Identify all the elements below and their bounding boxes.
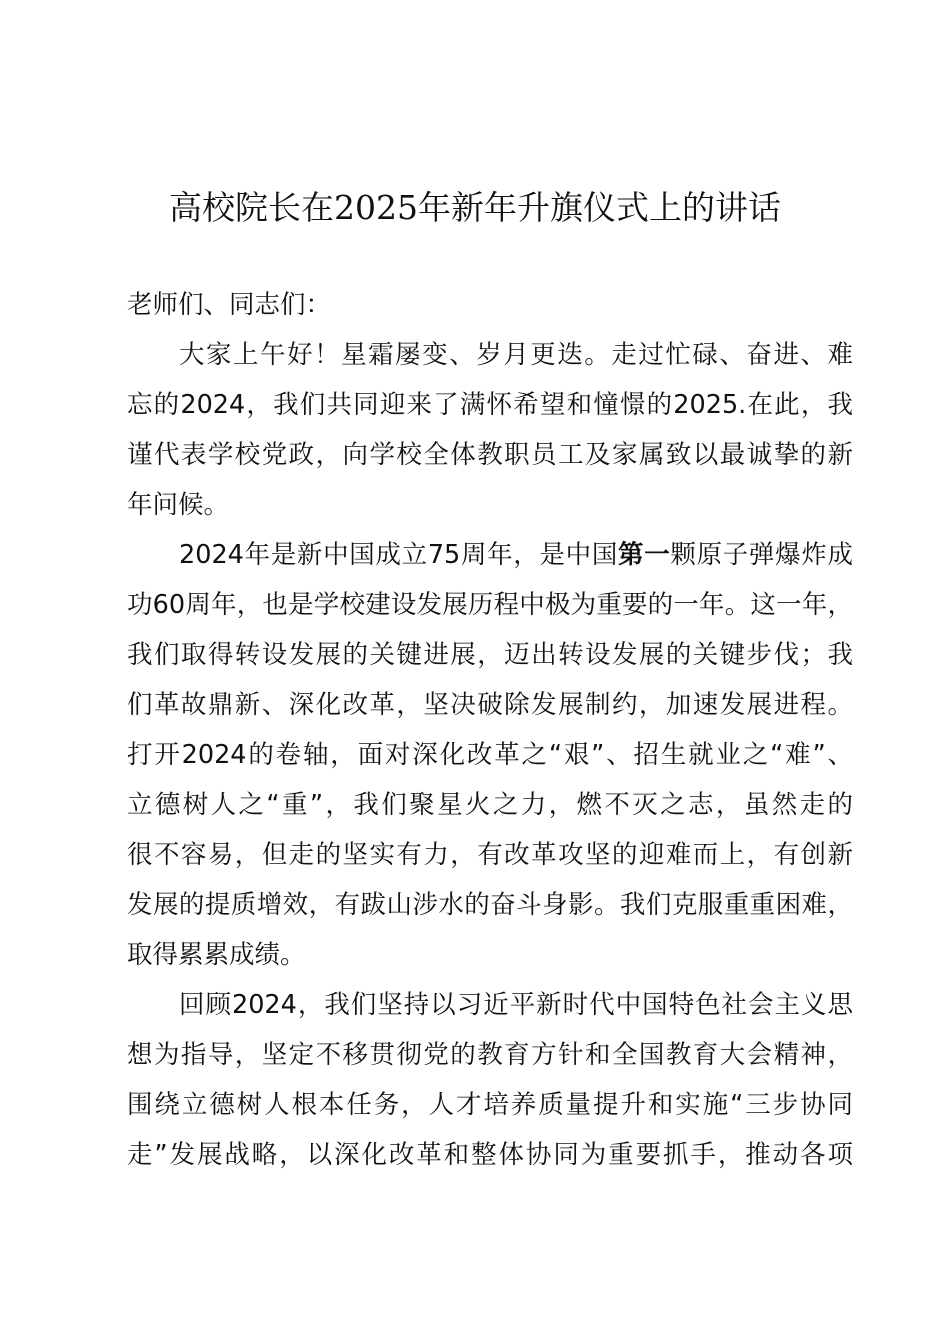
- emphasis-text: 第一: [618, 540, 671, 570]
- paragraph-3: [127, 980, 853, 1180]
- text-line: 打开2024的卷轴，面对深化改革之“艰”、招生就业之“难”、: [127, 740, 853, 770]
- salutation: 老师们、同志们：: [127, 290, 332, 320]
- text-line: 发展的提质增效，有跋山涉水的奋斗身影。我们克服重重困难，: [127, 890, 853, 920]
- text-line: 忘的2024，我们共同迎来了满怀希望和憧憬的2025.在此，我: [127, 390, 853, 420]
- text-line: 年问候。: [127, 490, 230, 520]
- text-line: 围绕立德树人根本任务，人才培养质量提升和实施“三步协同: [127, 1090, 853, 1120]
- text-line: 立德树人之“重”，我们聚星火之力，燃不灭之志，虽然走的: [127, 790, 853, 820]
- paragraph-2: [127, 530, 853, 980]
- text-line: 回顾2024，我们坚持以习近平新时代中国特色社会主义思: [179, 990, 853, 1020]
- text-line: 大家上午好！星霜屡变、岁月更迭。走过忙碌、奋进、难: [179, 340, 853, 370]
- text-line: 走”发展战略，以深化改革和整体协同为重要抓手，推动各项: [127, 1140, 853, 1170]
- paragraph-1: [127, 330, 853, 530]
- text-line: 取得累累成绩。: [127, 940, 306, 970]
- text-line: 2024年是新中国成立75周年，是中国第一颗原子弹爆炸成: [179, 540, 853, 570]
- document-title: 高校院长在2025年新年升旗仪式上的讲话: [169, 188, 781, 227]
- text-line: 很不容易，但走的坚实有力，有改革攻坚的迎难而上，有创新: [127, 840, 853, 870]
- text-line: 们革故鼎新、深化改革，坚决破除发展制约，加速发展进程。: [127, 690, 853, 720]
- text-line: 谨代表学校党政，向学校全体教职员工及家属致以最诚挚的新: [127, 440, 853, 470]
- text-line: 功60周年，也是学校建设发展历程中极为重要的一年。这一年，: [127, 590, 853, 620]
- document-body: [127, 280, 853, 1180]
- text-line: 想为指导，坚定不移贯彻党的教育方针和全国教育大会精神，: [127, 1040, 853, 1070]
- text-line: 我们取得转设发展的关键进展，迈出转设发展的关键步伐；我: [127, 640, 853, 670]
